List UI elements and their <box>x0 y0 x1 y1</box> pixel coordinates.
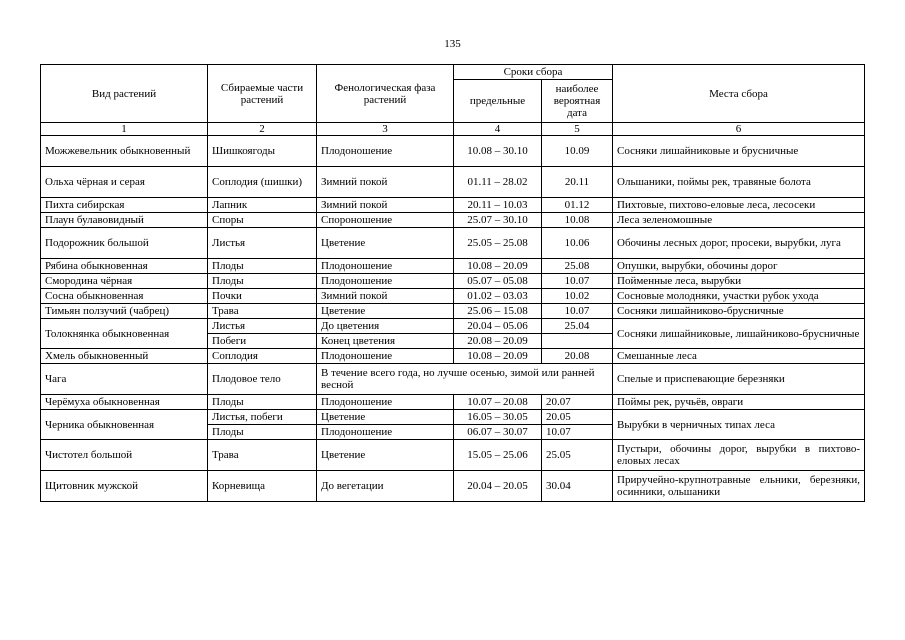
part-cell: Почки <box>208 289 317 304</box>
part-cell: Плоды <box>208 274 317 289</box>
part-cell: Плодовое тело <box>208 364 317 395</box>
phase-cell: Конец цветения <box>317 334 454 349</box>
table-row <box>41 259 865 274</box>
column-number: 1 <box>41 123 208 136</box>
header-places: Места сбора <box>613 65 865 123</box>
limits-cell: 01.11 – 28.02 <box>454 167 542 198</box>
limits-cell: 10.08 – 30.10 <box>454 136 542 167</box>
probable-date-cell: 10.09 <box>542 136 613 167</box>
table-row <box>41 304 865 319</box>
place-cell: Опушки, вырубки, обочины дорог <box>613 259 865 274</box>
species-cell: Ольха чёрная и серая <box>41 167 208 198</box>
probable-date-cell: 20.05 <box>542 410 613 425</box>
header-terms-group: Сроки сбора <box>454 65 613 80</box>
species-cell: Пихта сибирская <box>41 198 208 213</box>
table-row <box>41 349 865 364</box>
place-cell: Сосновые молодняки, участки рубок ухода <box>613 289 865 304</box>
probable-date-cell: 01.12 <box>542 198 613 213</box>
limits-cell: 16.05 – 30.05 <box>454 410 542 425</box>
place-cell: Поймы рек, ручьёв, овраги <box>613 395 865 410</box>
species-cell: Смородина чёрная <box>41 274 208 289</box>
place-cell: Сосняки лишайниковые, лишайниково-брусничные <box>613 319 865 349</box>
column-number: 6 <box>613 123 865 136</box>
column-number: 4 <box>454 123 542 136</box>
table-row <box>41 319 865 334</box>
table-row <box>41 289 865 304</box>
species-cell: Толокнянка обыкновенная <box>41 319 208 349</box>
species-cell: Плаун булавовидный <box>41 213 208 228</box>
phase-cell: Плодоношение <box>317 274 454 289</box>
part-cell: Корневища <box>208 471 317 502</box>
phase-cell: Зимний покой <box>317 289 454 304</box>
phase-cell: Плодоношение <box>317 349 454 364</box>
species-cell: Рябина обыкновенная <box>41 259 208 274</box>
limits-cell: 10.08 – 20.09 <box>454 259 542 274</box>
limits-cell: 10.08 – 20.09 <box>454 349 542 364</box>
limits-cell: 20.11 – 10.03 <box>454 198 542 213</box>
species-cell: Черёмуха обыкновенная <box>41 395 208 410</box>
probable-date-cell: 25.08 <box>542 259 613 274</box>
table-row <box>41 395 865 410</box>
collection-period-note: В течение всего года, но лучше осенью, зимой или ранней весной <box>317 364 613 395</box>
probable-date-cell: 20.11 <box>542 167 613 198</box>
species-cell: Тимьян ползучий (чабрец) <box>41 304 208 319</box>
header-species: Вид растений <box>41 65 208 123</box>
table-row <box>41 274 865 289</box>
part-cell: Трава <box>208 440 317 471</box>
limits-cell: 10.07 – 20.08 <box>454 395 542 410</box>
part-cell: Плоды <box>208 395 317 410</box>
probable-date-cell: 10.08 <box>542 213 613 228</box>
table-row <box>41 198 865 213</box>
species-cell: Черника обыкновенная <box>41 410 208 440</box>
place-cell: Смешанные леса <box>613 349 865 364</box>
place-cell: Сосняки лишайниково-брусничные <box>613 304 865 319</box>
table-row <box>41 364 865 395</box>
limits-cell: 05.07 – 05.08 <box>454 274 542 289</box>
table-row <box>41 471 865 502</box>
limits-cell: 20.04 – 20.05 <box>454 471 542 502</box>
place-cell: Пихтовые, пихтово-еловые леса, лесосеки <box>613 198 865 213</box>
table-row <box>41 440 865 471</box>
part-cell: Листья, побеги <box>208 410 317 425</box>
table-row <box>41 410 865 425</box>
probable-date-cell: 25.04 <box>542 319 613 334</box>
place-cell: Леса зеленомошные <box>613 213 865 228</box>
limits-cell: 25.05 – 25.08 <box>454 228 542 259</box>
column-number: 5 <box>542 123 613 136</box>
phase-cell: Плодоношение <box>317 259 454 274</box>
header-terms-probable: наиболее вероятная дата <box>542 80 613 123</box>
probable-date-cell: 10.06 <box>542 228 613 259</box>
phase-cell: До вегетации <box>317 471 454 502</box>
place-cell: Приручейно-крупнотравные ельники, березняки, осинники, ольшаники <box>613 471 865 502</box>
limits-cell: 25.06 – 15.08 <box>454 304 542 319</box>
species-cell: Сосна обыкновенная <box>41 289 208 304</box>
place-cell: Обочины лесных дорог, просеки, вырубки, луга <box>613 228 865 259</box>
part-cell: Шишкоягоды <box>208 136 317 167</box>
limits-cell: 06.07 – 30.07 <box>454 425 542 440</box>
probable-date-cell: 20.07 <box>542 395 613 410</box>
place-cell: Вырубки в черничных типах леса <box>613 410 865 440</box>
probable-date-cell: 10.02 <box>542 289 613 304</box>
part-cell: Соплодия <box>208 349 317 364</box>
column-number: 3 <box>317 123 454 136</box>
probable-date-cell: 25.05 <box>542 440 613 471</box>
phase-cell: Цветение <box>317 228 454 259</box>
part-cell: Листья <box>208 319 317 334</box>
place-cell: Спелые и приспевающие березняки <box>613 364 865 395</box>
phase-cell: Плодоношение <box>317 395 454 410</box>
place-cell: Пойменные леса, вырубки <box>613 274 865 289</box>
limits-cell: 15.05 – 25.06 <box>454 440 542 471</box>
part-cell: Плоды <box>208 425 317 440</box>
place-cell: Ольшаники, поймы рек, травяные болота <box>613 167 865 198</box>
probable-date-cell: 10.07 <box>542 425 613 440</box>
header-terms-limit: предельные <box>454 80 542 123</box>
part-cell: Листья <box>208 228 317 259</box>
header-phase: Фенологическая фаза растений <box>317 65 454 123</box>
table-row <box>41 167 865 198</box>
probable-date-cell: 20.08 <box>542 349 613 364</box>
limits-cell: 20.04 – 05.06 <box>454 319 542 334</box>
species-cell: Чага <box>41 364 208 395</box>
phase-cell: Цветение <box>317 440 454 471</box>
species-cell: Хмель обыкновенный <box>41 349 208 364</box>
header-parts: Сбираемые части растений <box>208 65 317 123</box>
page-number: 135 <box>444 38 461 50</box>
part-cell: Лапник <box>208 198 317 213</box>
phase-cell: Цветение <box>317 410 454 425</box>
probable-date-cell: 10.07 <box>542 304 613 319</box>
place-cell: Пустыри, обочины дорог, вырубки в пихтово-еловых лесах <box>613 440 865 471</box>
table-row <box>41 228 865 259</box>
table-row <box>41 213 865 228</box>
part-cell: Споры <box>208 213 317 228</box>
probable-date-cell: 10.07 <box>542 274 613 289</box>
phase-cell: Плодоношение <box>317 425 454 440</box>
species-cell: Чистотел большой <box>41 440 208 471</box>
species-cell: Щитовник мужской <box>41 471 208 502</box>
part-cell: Плоды <box>208 259 317 274</box>
column-number-row <box>41 123 865 136</box>
column-number: 2 <box>208 123 317 136</box>
plants-collection-table <box>40 64 865 502</box>
phase-cell: Зимний покой <box>317 198 454 213</box>
place-cell: Сосняки лишайниковые и брусничные <box>613 136 865 167</box>
phase-cell: Цветение <box>317 304 454 319</box>
probable-date-cell <box>542 334 613 349</box>
part-cell: Побеги <box>208 334 317 349</box>
limits-cell: 25.07 – 30.10 <box>454 213 542 228</box>
limits-cell: 01.02 – 03.03 <box>454 289 542 304</box>
part-cell: Соплодия (шишки) <box>208 167 317 198</box>
phase-cell: Плодоношение <box>317 136 454 167</box>
limits-cell: 20.08 – 20.09 <box>454 334 542 349</box>
species-cell: Можжевельник обыкновенный <box>41 136 208 167</box>
probable-date-cell: 30.04 <box>542 471 613 502</box>
phase-cell: До цветения <box>317 319 454 334</box>
phase-cell: Зимний покой <box>317 167 454 198</box>
phase-cell: Спороношение <box>317 213 454 228</box>
species-cell: Подорожник большой <box>41 228 208 259</box>
table-row <box>41 136 865 167</box>
part-cell: Трава <box>208 304 317 319</box>
